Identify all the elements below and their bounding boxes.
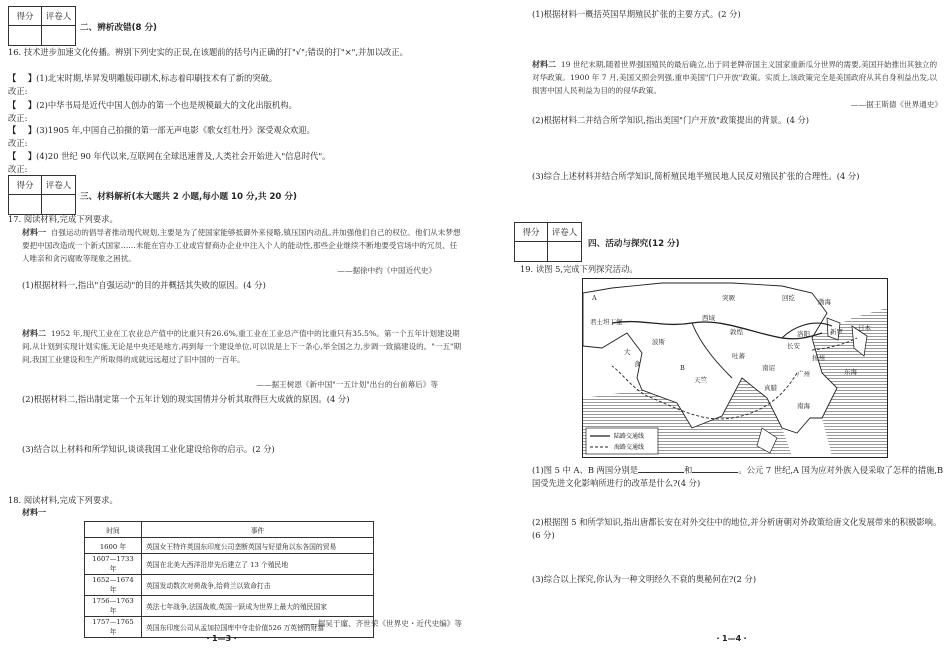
table-header: 事件 <box>142 522 374 538</box>
map-label: 天竺 <box>694 376 707 384</box>
map-label: A <box>592 294 597 302</box>
table-cell: 1757—1765 年 <box>85 617 142 638</box>
q16-item-4: 【 】(4)20 世纪 90 年代以来,互联网在全球迅速普及,人类社会开始进入"信息时代"。 <box>8 151 331 161</box>
left-page <box>0 0 468 652</box>
score-box-sec4 <box>514 222 582 262</box>
table-cell: 英国在北美大西洋沿岸先后建立了 13 个殖民地 <box>142 554 374 575</box>
table-row <box>85 554 374 575</box>
table-row <box>85 538 374 554</box>
grader-label: 评卷人 <box>42 176 75 195</box>
question-18: 18. 阅读材料,完成下列要求。 <box>8 495 118 505</box>
q17-part-1: (1)根据材料一,指出"自强运动"的目的并概括其失败的原因。(4 分) <box>22 280 266 290</box>
question-17: 17. 阅读材料,完成下列要求。 <box>8 214 118 224</box>
map-label: 波斯 <box>652 338 665 346</box>
score-cell[interactable] <box>9 26 42 45</box>
material-2: 材料二 1952 年,现代工业在工农业总产值中的比重只有26.6%,重工业在工业总产值中的比重只有35.5%。第一个五年计划建设期间,从计划到实现计划实施,无论是中央还是地方,再到每一个建设单位,可以说是上下一条心,举全国之力,步调一致搞建设的。"一五"期间,我国工业建设和生产所取得的成就远远超过了旧中国的一百年。 <box>22 329 462 364</box>
score-box-sec2 <box>8 6 76 46</box>
table-cell: 1652—1674 年 <box>85 575 142 596</box>
map-label: 吐蕃 <box>732 352 745 360</box>
q19-part-2: (2)根据图 5 和所学知识,指出唐都长安在对外交往中的地位,并分析唐朝对外政策给唐文化发展带来的积极影响。(6 分) <box>532 517 942 540</box>
legend-label-sea: 海路交通线 <box>614 444 645 451</box>
section-4-title: 四、活动与探究(12 分) <box>588 239 680 249</box>
map-label: 渤海 <box>818 298 831 306</box>
score-cell[interactable] <box>515 242 548 261</box>
tang-map-figure <box>582 278 888 458</box>
table-cell: 1600 年 <box>85 538 142 554</box>
q18-material-2-source: ——据王斯德《世界通史》 <box>850 100 942 109</box>
legend-label-land: 陆路交通线 <box>614 433 645 440</box>
section-2-title: 二、辨析改错(8 分) <box>80 23 157 33</box>
map-label: 南海 <box>797 402 810 410</box>
q16-item-1: 【 】(1)北宋时期,毕昇发明雕版印刷术,标志着印刷技术有了新的突破。 <box>8 73 278 83</box>
table-cell: 英国发动数次对荷战争,给荷兰以致命打击 <box>142 575 374 596</box>
grader-cell[interactable] <box>42 26 75 45</box>
table-row <box>85 596 374 617</box>
table-cell: 1607—1733 年 <box>85 554 142 575</box>
map-label: 扬州 <box>812 354 825 362</box>
score-box-sec3 <box>8 175 76 215</box>
page-number-left: ・1—3・ <box>204 634 240 643</box>
table-cell: 英国女王特许英国东印度公司垄断英国与好望角以东各国的贸易 <box>142 538 374 554</box>
table-cell: 1756—1763 年 <box>85 596 142 617</box>
table-cell: 英法七年战争,法国战败,英国一跃成为世界上最大的殖民国家 <box>142 596 374 617</box>
grader-label: 评卷人 <box>42 7 75 26</box>
map-label: 食 <box>634 360 641 368</box>
page-number-right: ・1—4・ <box>714 634 750 643</box>
q18-part-3: (3)综合上述材料并结合所学知识,简析殖民地半殖民地人民反对殖民扩张的合理性。(4 分) <box>532 171 860 181</box>
q19-part-3: (3)综合以上探究,你认为一种文明经久不衰的奥秘何在?(2 分) <box>532 574 757 584</box>
q17-part-3: (3)结合以上材料和所学知识,谈谈我国工业化建设给你的启示。(2 分) <box>22 444 275 454</box>
map-label: 真腊 <box>764 384 777 392</box>
table-header: 时间 <box>85 522 142 538</box>
q18-part-1: (1)根据材料一概括英国早期殖民扩张的主要方式。(2 分) <box>532 9 741 19</box>
section-3-title: 三、材料解析(本大题共 2 小题,每小题 10 分,共 20 分) <box>80 192 297 202</box>
grader-label: 评卷人 <box>548 223 581 242</box>
question-19: 19. 读图 5,完成下列探究活动。 <box>520 264 638 274</box>
q17-part-2: (2)根据材料二,指出制定第一个五年计划的现实国情并分析其取得巨大成就的原因。(4 分) <box>22 394 350 404</box>
map-label: 西域 <box>702 314 715 322</box>
table-row <box>85 575 374 596</box>
map-label: 君士坦丁堡 <box>590 318 623 326</box>
map-label: 新罗 <box>830 328 843 336</box>
table-cell: 英国东印度公司从孟加拉国库中夺走价值526 万英镑的财富 <box>142 617 374 638</box>
map-label: 广州 <box>797 370 810 378</box>
material-1: 材料一 自强运动的倡导者推动现代规划,主要是为了使国家能够抵御外来侵略,镇压国内动乱,并加强他们自己的权位。他们从未梦想要把中国改造成一个新式国家……未能在官办工业或官督商办企业中注入个人的能动性,那些企业继续不断地要受官场中的冗员、任人唯亲和贪污腐败等现象之困扰。 <box>22 228 461 263</box>
table-source: ——据吴于廑、齐世荣《世界史・近代史编》等 <box>302 619 462 628</box>
map-label: 长安 <box>787 342 800 350</box>
q16-correction-3: 改正: <box>8 138 28 148</box>
map-label: 敦煌 <box>730 328 743 336</box>
q16-item-2: 【 】(2)中华书局是近代中国人创办的第一个也是规模最大的文化出版机构。 <box>8 100 297 110</box>
map-label: 突厥 <box>722 294 735 302</box>
q16-correction-4: 改正: <box>8 164 28 174</box>
q18-material-2: 材料二 19 世纪末期,随着世界强国殖民的最后确立,出于同老牌帝国主义国家重新瓜分世界的需要,美国开始推出其独立的对华政策。1900 年 7 月,美国又照会列强,重申美国"门户开放"政策。实质上,该政策完全是美国政府从其自身利益出发,以损害中国人民利益为目的的侵华政策。 <box>532 60 938 95</box>
map-label: 日本 <box>858 324 871 332</box>
score-label: 得分 <box>515 223 548 242</box>
q16-correction-2: 改正: <box>8 113 28 123</box>
q19-part-1: (1)图 5 中 A、B 两国分别是 和 。公元 7 世纪,A 国为应对外族入侵采取了怎样的措施,B 国受先进文化影响所进行的改革是什么?(4 分) <box>532 465 944 488</box>
score-label: 得分 <box>9 176 42 195</box>
material-2-source: ——据王树恩《新中国"一五计划"出台的台前幕后》等 <box>256 380 438 389</box>
map-label: B <box>680 364 685 372</box>
score-cell[interactable] <box>9 195 42 214</box>
map-label: 回纥 <box>782 294 795 302</box>
map-label: 洛阳 <box>797 330 810 338</box>
map-label: 东海 <box>844 368 857 376</box>
grader-cell[interactable] <box>42 195 75 214</box>
table-header-row <box>85 522 374 538</box>
q18-part-2: (2)根据材料二并结合所学知识,指出美国"门户开放"政策提出的背景。(4 分) <box>532 115 810 125</box>
right-page <box>482 0 950 652</box>
answer-blank-a[interactable] <box>638 472 684 473</box>
material-1-source: ——据徐中约《中国近代史》 <box>337 266 436 275</box>
map-label: 南诏 <box>762 364 775 372</box>
grader-cell[interactable] <box>548 242 581 261</box>
answer-blank-b[interactable] <box>692 472 738 473</box>
q16-correction-1: 改正: <box>8 86 28 96</box>
score-label: 得分 <box>9 7 42 26</box>
q18-material-1-label: 材料一 <box>22 508 46 517</box>
q16-item-3: 【 】(3)1905 年,中国自己拍摄的第一部无声电影《歌女红牡丹》深受观众欢迎。 <box>8 125 315 135</box>
question-16: 16. 技术进步加速文化传播。辨别下列史实的正误,在该题前的括号内正确的打"√";错误的打"×",并加以改正。 <box>8 47 408 57</box>
map-label: 大 <box>624 348 631 356</box>
